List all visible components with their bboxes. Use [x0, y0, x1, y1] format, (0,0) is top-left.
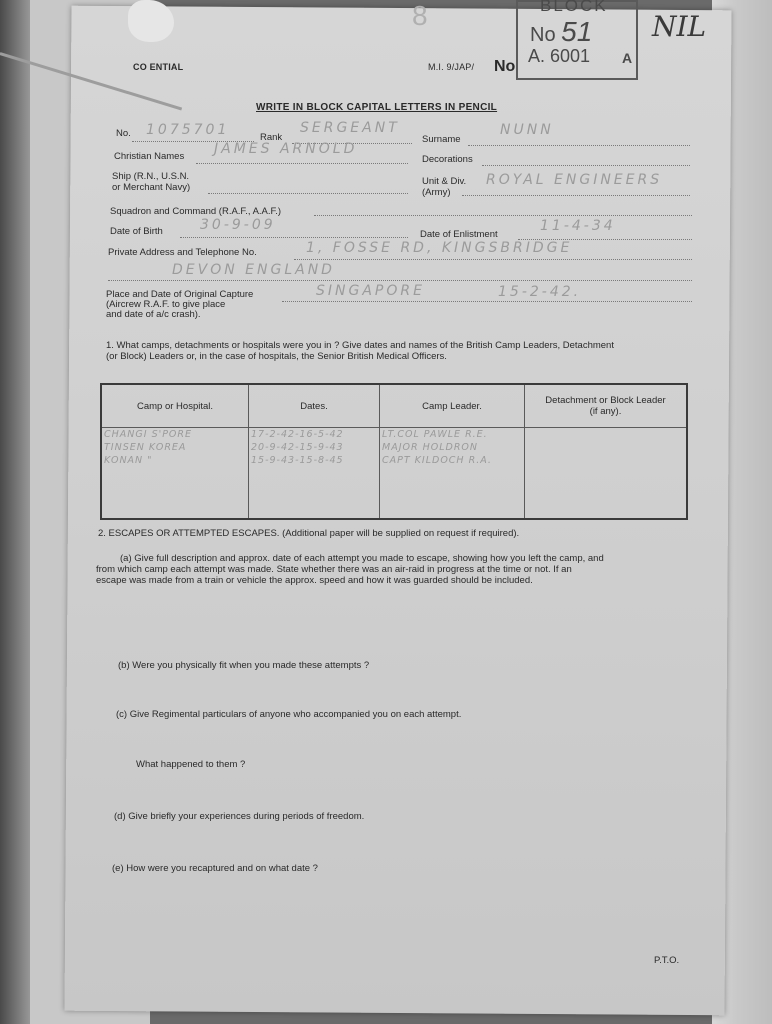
decorations-label: Decorations — [422, 154, 473, 165]
detachment-cell — [525, 428, 688, 520]
header-dates: Dates. — [249, 384, 380, 428]
pencil-mark: 8 — [412, 0, 428, 31]
unit-label: Unit & Div. (Army) — [422, 176, 467, 198]
dob-value: 30-9-09 — [200, 217, 276, 233]
form-number-label: No — [494, 58, 516, 75]
table-row — [101, 428, 687, 520]
stamp-line-1: BLOCK — [540, 0, 608, 15]
question-2b: (b) Were you physically fit when you made these attempts ? — [118, 660, 370, 671]
rank-label: Rank — [260, 132, 283, 143]
block-stamp — [516, 0, 638, 80]
number-label: No. — [116, 128, 131, 139]
capture-date: 15-2-42. — [498, 284, 582, 300]
surname-value: NUNN — [500, 122, 554, 138]
question-2c: (c) Give Regimental particulars of anyone who accompanied you on each attempt. — [116, 709, 462, 720]
header-detachment: Detachment or Block Leader (if any). — [525, 384, 688, 428]
christian-names-label: Christian Names — [114, 151, 185, 162]
dates-cell: 17-2-42-16-5-42 20-9-42-15-9-43 15-9-43-15-8-45 — [249, 428, 380, 520]
enlistment-label: Date of Enlistment — [420, 229, 498, 240]
dob-label: Date of Birth — [110, 226, 163, 237]
classification: CO ENTIAL — [133, 62, 184, 72]
question-2d: (d) Give briefly your experiences during periods of freedom. — [114, 811, 365, 822]
stamp-line-2: No 51 — [530, 16, 593, 47]
question-1: 1. What camps, detachments or hospitals were you in ? Give dates and names of the British Camp Leaders, Detachment (or Block) Leaders or, in the case of hospitals, the Senior British Medical Officers. — [106, 340, 614, 362]
stamp-line-3: A. 6001 — [528, 46, 591, 66]
capture-place: SINGAPORE — [316, 283, 425, 299]
form-reference: M.I. 9/JAP/ — [428, 62, 475, 72]
leader-cell: LT.COL PAWLE R.E. MAJOR HOLDRON CAPT KILDOCH R.A. — [380, 428, 525, 520]
header-camp: Camp or Hospital. — [101, 384, 249, 428]
unit-value: ROYAL ENGINEERS — [486, 172, 663, 188]
stamp-line-4: A — [622, 50, 633, 66]
address-value-1: 1, FOSSE RD, KINGSBRIDGE — [306, 240, 573, 256]
surname-label: Surname — [422, 134, 461, 145]
header-camp-leader: Camp Leader. — [380, 384, 525, 428]
question-2-title: 2. ESCAPES OR ATTEMPTED ESCAPES. (Additional paper will be supplied on request if required). — [98, 528, 520, 539]
nil-annotation: NIL — [652, 10, 707, 43]
camps-table — [100, 383, 688, 520]
question-2a: (a) Give full description and approx. date of each attempt you made to escape, showing how you left the camp, and from which camp each attempt was made. State whether there was an air-raid in progress at the time or not. If an escape was made from a train or vehicle the approx. speed and how it was guarded should be included. — [96, 553, 604, 586]
rank-value: SERGEANT — [300, 120, 400, 136]
address-label: Private Address and Telephone No. — [108, 247, 257, 258]
capture-label: Place and Date of Original Capture (Aircrew R.A.F. to give place and date of a/c crash). — [106, 289, 254, 320]
christian-names-value: JAMES ARNOLD — [214, 141, 358, 157]
question-2c-followup: What happened to them ? — [136, 759, 246, 770]
ship-label: Ship (R.N., U.S.N. or Merchant Navy) — [112, 171, 191, 193]
number-value: 1075701 — [146, 122, 230, 138]
address-value-2: DEVON ENGLAND — [172, 262, 335, 278]
squadron-label: Squadron and Command (R.A.F., A.A.F.) — [110, 206, 282, 217]
paper-clip — [128, 0, 174, 42]
instruction-heading: WRITE IN BLOCK CAPITAL LETTERS IN PENCIL — [256, 102, 498, 113]
camp-cell: CHANGI S'PORE TINSEN KOREA KONAN " — [101, 428, 249, 520]
pto-label: P.T.O. — [654, 955, 680, 966]
question-2e: (e) How were you recaptured and on what date ? — [112, 863, 318, 874]
enlistment-value: 11-4-34 — [540, 218, 616, 234]
